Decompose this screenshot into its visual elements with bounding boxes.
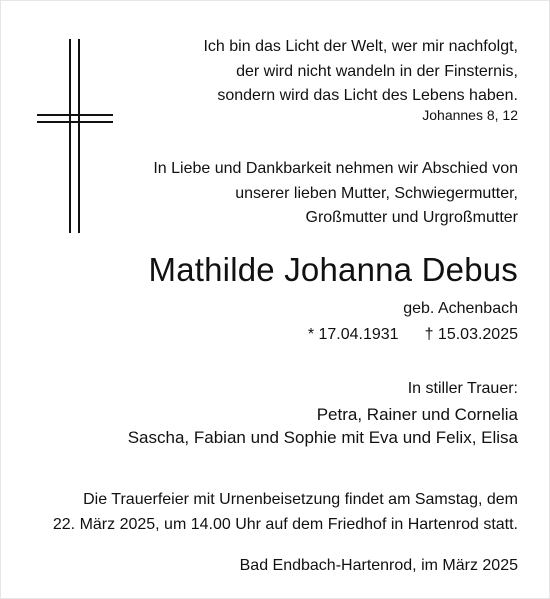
christian-cross-icon	[37, 39, 113, 233]
verse-reference: Johannes 8, 12	[422, 107, 518, 123]
verse-line: Ich bin das Licht der Welt, wer mir nachfolgt,	[203, 38, 518, 55]
verse-line: sondern wird das Licht des Lebens haben.	[217, 87, 518, 104]
farewell-intro	[153, 157, 518, 231]
birth-name: geb. Achenbach	[403, 300, 518, 317]
birth-date: * 17.04.1931	[307, 326, 399, 343]
verse-line: der wird nicht wandeln in der Finsternis,	[236, 62, 518, 80]
mourners-line: Sascha, Fabian und Sophie mit Eva und Felix, Elisa	[127, 428, 518, 447]
funeral-info	[53, 488, 518, 537]
mourners-line: Petra, Rainer und Cornelia	[316, 405, 518, 424]
life-dates	[308, 325, 518, 345]
intro-line: unserer lieben Mutter, Schwiegermutter,	[235, 184, 518, 202]
deceased-name: Mathilde Johanna Debus	[148, 251, 518, 288]
bible-verse	[203, 35, 518, 109]
funeral-line: Die Trauerfeier mit Urnenbeisetzung findet am Samstag, dem	[83, 491, 518, 508]
mourning-label: In stiller Trauer:	[407, 380, 518, 397]
mourners-list	[128, 403, 518, 449]
intro-line: In Liebe und Dankbarkeit nehmen wir Abschied von	[153, 160, 518, 177]
place-and-date: Bad Endbach-Hartenrod, im März 2025	[239, 557, 518, 574]
intro-line: Großmutter und Urgroßmutter	[305, 209, 518, 226]
death-date: † 15.03.2025	[424, 326, 518, 343]
funeral-line: 22. März 2025, um 14.00 Uhr auf dem Friedhof in Hartenrod statt.	[52, 515, 518, 533]
